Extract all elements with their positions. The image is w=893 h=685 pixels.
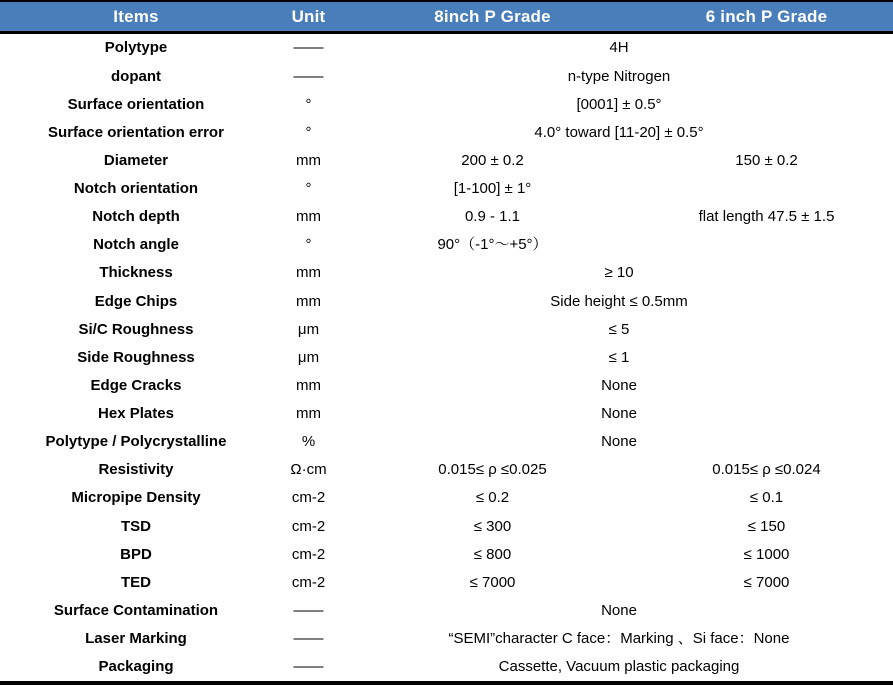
row-value-8inch: [1-100] ± 1°	[453, 180, 532, 198]
row-value-merged: 4H	[609, 39, 629, 57]
row-unit: mm	[296, 405, 321, 423]
row-value-merged: ≤ 5	[608, 320, 630, 338]
row-unit: °	[305, 95, 312, 113]
header-unit: Unit	[291, 7, 326, 26]
row-unit: mm	[296, 264, 321, 282]
table-row-tsd	[0, 512, 893, 540]
row-unit: ——	[293, 658, 324, 676]
row-value-merged: “SEMI”character C face：Marking 、Si face：None	[448, 630, 790, 648]
row-value-merged: n-type Nitrogen	[567, 67, 671, 85]
row-unit: cm-2	[291, 517, 326, 535]
row-unit: °	[305, 180, 312, 198]
row-value-merged: None	[601, 601, 637, 619]
table-row-edge-chips	[0, 287, 893, 315]
table-body	[0, 34, 893, 681]
row-unit: %	[301, 433, 316, 451]
row-unit: ——	[293, 39, 324, 57]
table-row-notch-angle	[0, 231, 893, 259]
row-label: Micropipe Density	[71, 489, 201, 507]
row-label: BPD	[120, 545, 152, 563]
row-label: Laser Marking	[85, 630, 187, 648]
header-6inch-p-grade: 6 inch P Grade	[705, 7, 828, 26]
row-label: Side Roughness	[77, 348, 195, 366]
table-header	[0, 2, 893, 34]
row-value-merged: None	[601, 405, 637, 423]
row-label: Diameter	[103, 151, 169, 169]
table-row-resistivity	[0, 456, 893, 484]
table-row-hex-plates	[0, 400, 893, 428]
row-unit: Ω·cm	[290, 461, 327, 479]
row-label: Notch depth	[92, 208, 180, 226]
table-row-surface-contamination	[0, 597, 893, 625]
row-value-merged: None	[601, 376, 637, 394]
row-value-merged: Cassette, Vacuum plastic packaging	[498, 658, 740, 676]
row-value-6inch: ≤ 150	[747, 517, 786, 535]
row-label: Surface orientation	[67, 95, 205, 113]
row-value-6inch: ≤ 1000	[743, 545, 790, 563]
row-label: Si/C Roughness	[78, 320, 194, 338]
table-row-notch-depth	[0, 203, 893, 231]
table-row-dopant	[0, 62, 893, 90]
row-value-merged: None	[601, 433, 637, 451]
row-value-6inch: ≤ 0.1	[749, 489, 784, 507]
row-value-8inch: 200 ± 0.2	[461, 151, 524, 169]
header-items: Items	[113, 7, 159, 26]
row-label: TSD	[121, 517, 151, 535]
row-unit: μm	[297, 348, 320, 366]
row-value-8inch: 90°（-1°～+5°）	[437, 236, 548, 254]
row-label: Polytype / Polycrystalline	[45, 433, 227, 451]
row-value-8inch: ≤ 800	[473, 545, 512, 563]
row-label: Resistivity	[98, 461, 174, 479]
row-value-merged: ≥ 10	[604, 264, 634, 282]
row-unit: mm	[296, 376, 321, 394]
table-row-edge-cracks	[0, 372, 893, 400]
table-row-ted	[0, 568, 893, 596]
table-row-surface-orientation-error	[0, 118, 893, 146]
table-row-sic-roughness	[0, 315, 893, 343]
row-label: Packaging	[98, 658, 174, 676]
row-label: Edge Cracks	[90, 376, 182, 394]
row-label: Edge Chips	[94, 292, 178, 310]
row-value-8inch: 0.9 - 1.1	[464, 208, 521, 226]
row-value-8inch: ≤ 300	[473, 517, 512, 535]
table-row-polytype-polycrystalline	[0, 428, 893, 456]
table-row-micropipe-density	[0, 484, 893, 512]
row-label: Surface Contamination	[53, 601, 219, 619]
row-value-merged: ≤ 1	[608, 348, 630, 366]
row-value-8inch: ≤ 0.2	[475, 489, 510, 507]
table-row-polytype	[0, 34, 893, 62]
row-label: Thickness	[99, 264, 173, 282]
row-unit: ——	[293, 630, 324, 648]
row-unit: mm	[296, 292, 321, 310]
header-8inch-p-grade: 8inch P Grade	[434, 7, 551, 26]
row-value-6inch: 0.015≤ ρ ≤0.024	[712, 461, 821, 479]
row-unit: mm	[296, 151, 321, 169]
row-unit: °	[305, 236, 312, 254]
row-value-6inch: flat length 47.5 ± 1.5	[698, 208, 835, 226]
table-row-surface-orientation	[0, 90, 893, 118]
row-unit: μm	[297, 320, 320, 338]
row-value-merged: [0001] ± 0.5°	[576, 95, 662, 113]
row-unit: mm	[296, 208, 321, 226]
row-value-6inch: 150 ± 0.2	[735, 151, 798, 169]
row-label: dopant	[111, 67, 161, 85]
row-label: Polytype	[104, 39, 168, 57]
table-row-side-roughness	[0, 343, 893, 371]
row-value-8inch: 0.015≤ ρ ≤0.025	[438, 461, 547, 479]
row-value-8inch: ≤ 7000	[469, 573, 516, 591]
table-row-notch-orientation	[0, 175, 893, 203]
table-row-thickness	[0, 259, 893, 287]
table-row-laser-marking	[0, 625, 893, 653]
row-value-6inch: ≤ 7000	[743, 573, 790, 591]
row-label: Notch orientation	[73, 180, 199, 198]
row-label: Surface orientation error	[48, 123, 224, 141]
row-label: Hex Plates	[98, 405, 174, 423]
row-unit: ——	[293, 67, 324, 85]
row-label: Notch angle	[93, 236, 179, 254]
row-unit: °	[305, 123, 312, 141]
table-row-packaging	[0, 653, 893, 681]
row-unit: cm-2	[291, 489, 326, 507]
row-value-merged: Side height ≤ 0.5mm	[550, 292, 688, 310]
row-unit: cm-2	[291, 545, 326, 563]
row-value-merged: 4.0° toward [11-20] ± 0.5°	[534, 123, 704, 141]
table-row-diameter	[0, 147, 893, 175]
table-row-bpd	[0, 540, 893, 568]
row-unit: ——	[293, 601, 324, 619]
row-unit: cm-2	[291, 573, 326, 591]
row-label: TED	[121, 573, 151, 591]
